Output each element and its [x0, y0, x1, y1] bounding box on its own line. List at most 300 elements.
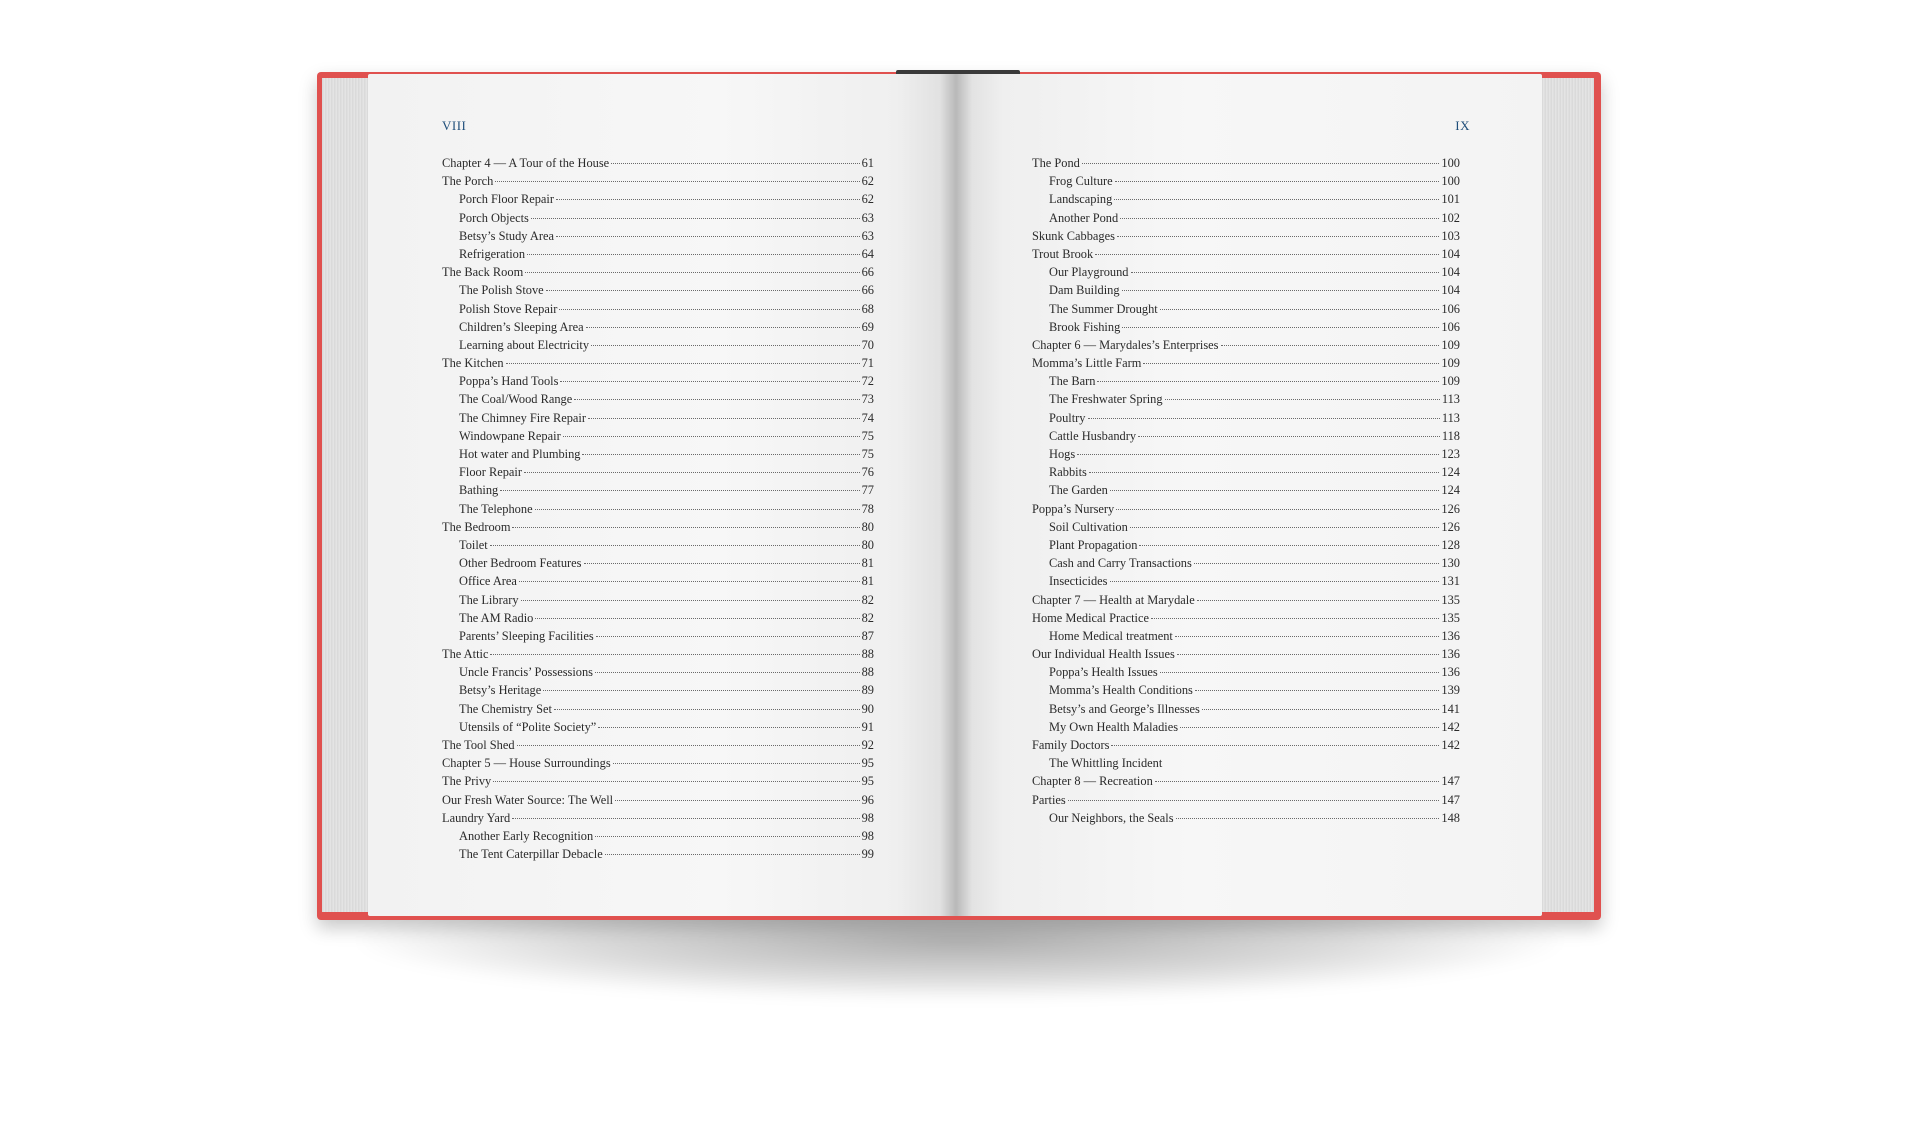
toc-dot-leader: [1082, 163, 1440, 164]
toc-dot-leader: [1115, 181, 1440, 182]
toc-entry-title: The Freshwater Spring: [1049, 392, 1163, 407]
toc-entry-page: 101: [1441, 192, 1460, 207]
toc-dot-leader: [556, 199, 860, 200]
toc-dot-leader: [1097, 381, 1439, 382]
toc-entry: [442, 263, 874, 281]
toc-entry-page: 147: [1441, 774, 1460, 789]
toc-entry-page: 82: [861, 592, 874, 607]
toc-entry-title: The Chemistry Set: [459, 701, 552, 716]
toc-entry-page: 89: [861, 683, 874, 698]
toc-dot-leader: [1068, 800, 1440, 801]
toc-dot-leader: [1116, 509, 1439, 510]
toc-entry-page: 82: [861, 610, 874, 625]
toc-dot-leader: [1176, 818, 1440, 819]
toc-entry-title: Home Medical treatment: [1049, 628, 1173, 643]
toc-dot-leader: [535, 509, 860, 510]
toc-entry: [1032, 627, 1460, 645]
toc-entry-title: Windowpane Repair: [459, 428, 561, 443]
toc-dot-leader: [1122, 290, 1440, 291]
toc-dot-leader: [563, 436, 860, 437]
toc-entry: [1032, 154, 1460, 172]
toc-entry-title: Momma’s Health Conditions: [1049, 683, 1193, 698]
toc-entry-title: The Coal/Wood Range: [459, 392, 573, 407]
toc-entry-page: 148: [1441, 810, 1460, 825]
toc-entry: [1032, 300, 1460, 318]
toc-dot-leader: [1175, 636, 1440, 637]
page-block-right: [1540, 78, 1594, 912]
toc-entry-title: Parties: [1032, 792, 1066, 807]
toc-dot-leader: [495, 181, 859, 182]
toc-entry: [1032, 427, 1460, 445]
toc-dot-leader: [1165, 399, 1440, 400]
toc-entry-page: 64: [861, 246, 874, 261]
toc-dot-leader: [1180, 727, 1439, 728]
toc-dot-leader: [517, 745, 860, 746]
toc-dot-leader: [1221, 345, 1440, 346]
toc-dot-leader: [1197, 600, 1440, 601]
toc-dot-leader: [535, 618, 859, 619]
toc-dot-leader: [1110, 490, 1440, 491]
toc-dot-leader: [1143, 363, 1439, 364]
toc-dot-leader: [1095, 254, 1439, 255]
toc-entry-title: Hot water and Plumbing: [459, 447, 581, 461]
toc-entry-title: Toilet: [459, 537, 488, 552]
toc-entry-page: 104: [1441, 265, 1460, 280]
toc-entry-page: 66: [861, 283, 874, 298]
toc-entry-page: 61: [861, 156, 874, 170]
toc-dot-leader: [1111, 745, 1439, 746]
toc-dot-leader: [559, 309, 859, 310]
toc-entry-title: My Own Health Maladies: [1049, 719, 1179, 734]
toc-entry-page: 73: [861, 392, 874, 407]
toc-entry-title: Porch Floor Repair: [459, 192, 554, 207]
toc-entry: [442, 427, 874, 445]
toc-entry: [442, 281, 874, 299]
toc-entry-page: 136: [1441, 665, 1460, 680]
toc-entry: [442, 809, 874, 827]
toc-entry-title: Poultry: [1049, 410, 1086, 425]
left-toc-list: [442, 154, 874, 863]
toc-entry-page: 62: [861, 192, 874, 207]
toc-entry-page: 131: [1441, 574, 1460, 589]
toc-entry-page: 63: [861, 210, 874, 225]
toc-dot-leader: [512, 527, 859, 528]
toc-entry: [442, 554, 874, 572]
toc-entry: [442, 336, 874, 354]
toc-entry-title: Insecticides: [1049, 574, 1108, 589]
toc-dot-leader: [591, 345, 860, 346]
toc-entry-page: 80: [861, 519, 874, 534]
right-toc-list: [1032, 154, 1460, 827]
toc-entry-title: The Tent Caterpillar Debacle: [459, 847, 603, 862]
toc-entry-title: Refrigeration: [459, 246, 526, 261]
toc-entry-title: Plant Propagation: [1049, 537, 1138, 552]
toc-entry: [442, 718, 874, 736]
toc-entry: [442, 318, 874, 336]
toc-entry-title: The Library: [459, 592, 519, 607]
toc-entry-title: Another Pond: [1049, 210, 1119, 225]
toc-entry-page: 102: [1441, 210, 1460, 225]
toc-chapter-heading: [1032, 772, 1460, 790]
toc-entry-title: Utensils of “Polite Society”: [459, 719, 597, 734]
toc-entry: [1032, 372, 1460, 390]
page-block-left: [322, 78, 370, 912]
toc-entry-page: 113: [1441, 410, 1460, 425]
toc-dot-leader: [500, 490, 859, 491]
toc-entry: [442, 591, 874, 609]
toc-entry: [1032, 791, 1460, 809]
toc-entry-page: 80: [861, 537, 874, 552]
toc-dot-leader: [588, 418, 860, 419]
toc-dot-leader: [574, 399, 859, 400]
toc-entry-page: 72: [861, 374, 874, 389]
toc-entry-page: 142: [1441, 719, 1460, 734]
toc-entry-page: 75: [861, 447, 874, 461]
toc-chapter-heading: [1032, 591, 1460, 609]
toc-entry: [442, 681, 874, 699]
toc-entry-title: Skunk Cabbages: [1032, 228, 1115, 243]
toc-dot-leader: [1194, 563, 1440, 564]
toc-entry-page: 136: [1441, 647, 1460, 662]
toc-entry-title: Parents’ Sleeping Facilities: [459, 628, 594, 643]
toc-entry-title: The Telephone: [459, 501, 533, 516]
toc-entry-page: 130: [1441, 556, 1460, 571]
toc-dot-leader: [1160, 672, 1440, 673]
toc-entry: [442, 409, 874, 427]
toc-dot-leader: [543, 690, 859, 691]
toc-entry-page: 124: [1441, 465, 1460, 480]
toc-entry-page: 98: [861, 810, 874, 825]
toc-dot-leader: [1195, 690, 1440, 691]
toc-entry-page: 63: [861, 228, 874, 243]
toc-entry: [442, 172, 874, 190]
toc-entry: [442, 300, 874, 318]
toc-entry-title: Hogs: [1049, 447, 1076, 461]
toc-entry: [1032, 681, 1460, 699]
toc-entry-title: The Whittling Incident: [1049, 756, 1163, 771]
toc-entry: [1032, 572, 1460, 590]
toc-entry-page: 92: [861, 738, 874, 752]
toc-entry-title: The Attic: [442, 647, 489, 662]
toc-dot-leader: [521, 600, 860, 601]
toc-dot-leader: [531, 218, 860, 219]
toc-entry: [1032, 663, 1460, 681]
toc-entry-page: 100: [1441, 156, 1460, 170]
toc-dot-leader: [595, 836, 859, 837]
toc-dot-leader: [1122, 327, 1439, 328]
toc-dot-leader: [1114, 199, 1439, 200]
toc-dot-leader: [1110, 581, 1440, 582]
toc-entry-page: 88: [861, 665, 874, 680]
toc-entry-title: Betsy’s Study Area: [459, 228, 554, 243]
toc-entry-page: 139: [1441, 683, 1460, 698]
toc-entry-title: Brook Fishing: [1049, 319, 1121, 334]
toc-dot-leader: [493, 781, 859, 782]
toc-entry-page: 76: [861, 465, 874, 480]
toc-entry: [1032, 354, 1460, 372]
toc-entry-title: Learning about Electricity: [459, 337, 590, 352]
toc-entry: [442, 572, 874, 590]
toc-entry: [1032, 481, 1460, 499]
toc-entry-page: 75: [861, 428, 874, 443]
toc-entry-page: 118: [1441, 428, 1460, 443]
toc-entry-page: 91: [861, 719, 874, 734]
toc-dot-leader: [1202, 709, 1440, 710]
toc-dot-leader: [598, 727, 859, 728]
toc-entry-page: 95: [861, 774, 874, 789]
toc-entry-page: 99: [861, 847, 874, 862]
toc-dot-leader: [615, 800, 860, 801]
toc-entry: [1032, 554, 1460, 572]
toc-entry-page: 126: [1441, 501, 1460, 516]
toc-entry: [1032, 318, 1460, 336]
toc-entry: [1032, 609, 1460, 627]
toc-entry-page: 66: [861, 265, 874, 280]
toc-entry-title: Polish Stove Repair: [459, 301, 558, 316]
toc-entry-page: 100: [1441, 174, 1460, 189]
toc-dot-leader: [1139, 545, 1439, 546]
toc-entry-title: Our Fresh Water Source: The Well: [442, 792, 614, 807]
toc-entry: [1032, 281, 1460, 299]
toc-entry: [442, 245, 874, 263]
toc-entry: [442, 845, 874, 863]
toc-dot-leader: [582, 454, 859, 455]
toc-entry-title: Betsy’s and George’s Illnesses: [1049, 701, 1200, 716]
toc-entry-title: The Tool Shed: [442, 738, 515, 752]
toc-entry-page: 71: [861, 356, 874, 371]
toc-dot-leader: [524, 472, 860, 473]
toc-entry: [1032, 518, 1460, 536]
toc-entry-page: 136: [1441, 628, 1460, 643]
toc-dot-leader: [1131, 272, 1440, 273]
toc-entry: [1032, 700, 1460, 718]
toc-entry-title: The Polish Stove: [459, 283, 544, 298]
toc-entry-title: Dam Building: [1049, 283, 1120, 298]
toc-entry-page: 128: [1441, 537, 1460, 552]
toc-entry: [1032, 172, 1460, 190]
toc-entry-page: 69: [861, 319, 874, 334]
toc-entry-title: Our Neighbors, the Seals: [1049, 810, 1174, 825]
toc-entry-title: The Garden: [1049, 483, 1108, 498]
toc-entry-page: 88: [861, 647, 874, 662]
toc-entry-title: Chapter 8 — Recreation: [1032, 774, 1153, 789]
toc-entry-title: Other Bedroom Features: [459, 556, 582, 571]
toc-dot-leader: [584, 563, 860, 564]
toc-entry-page: 77: [861, 483, 874, 498]
toc-entry-title: The Back Room: [442, 265, 524, 280]
book-gutter: [940, 74, 972, 916]
toc-dot-leader: [525, 272, 859, 273]
toc-dot-leader: [586, 327, 860, 328]
toc-entry: [1032, 445, 1460, 463]
toc-entry: [442, 663, 874, 681]
toc-entry-page: 142: [1441, 738, 1460, 752]
toc-entry-page: 106: [1441, 301, 1460, 316]
toc-entry: [442, 827, 874, 845]
toc-entry-title: Poppa’s Nursery: [1032, 501, 1115, 516]
toc-entry-title: Betsy’s Heritage: [459, 683, 542, 698]
toc-entry-page: 147: [1441, 792, 1460, 807]
toc-entry-title: Our Playground: [1049, 265, 1129, 280]
toc-entry-page: 109: [1441, 337, 1460, 352]
toc-entry-title: The Bedroom: [442, 519, 511, 534]
toc-entry: [442, 227, 874, 245]
toc-entry: [442, 609, 874, 627]
toc-entry: [1032, 409, 1460, 427]
toc-entry-page: 74: [861, 410, 874, 425]
toc-dot-leader: [554, 709, 860, 710]
toc-dot-leader: [527, 254, 860, 255]
toc-entry: [1032, 736, 1460, 754]
toc-dot-leader: [1120, 218, 1439, 219]
toc-dot-leader: [506, 363, 860, 364]
toc-entry-title: Momma’s Little Farm: [1032, 356, 1142, 371]
toc-dot-leader: [1138, 436, 1440, 437]
toc-dot-leader: [490, 545, 860, 546]
toc-entry-title: Soil Cultivation: [1049, 519, 1128, 534]
toc-entry: [442, 791, 874, 809]
toc-entry-title: The Summer Drought: [1049, 301, 1158, 316]
toc-entry-title: Poppa’s Health Issues: [1049, 665, 1158, 680]
toc-entry: [442, 481, 874, 499]
toc-entry-page: 126: [1441, 519, 1460, 534]
toc-dot-leader: [546, 290, 860, 291]
toc-entry-page: 104: [1441, 246, 1460, 261]
toc-entry: [442, 354, 874, 372]
toc-entry-title: Bathing: [459, 483, 499, 498]
toc-dot-leader: [1155, 781, 1440, 782]
toc-entry-page: 78: [861, 501, 874, 516]
right-page-number: IX: [1455, 118, 1470, 133]
toc-dot-leader: [596, 636, 860, 637]
toc-entry-page: 113: [1441, 392, 1460, 407]
toc-entry: [442, 445, 874, 463]
toc-dot-leader: [605, 854, 860, 855]
toc-entry: [1032, 227, 1460, 245]
toc-entry: [442, 627, 874, 645]
toc-entry-title: Our Individual Health Issues: [1032, 647, 1175, 662]
toc-dot-leader: [556, 236, 860, 237]
toc-dot-leader: [1089, 472, 1440, 473]
toc-entry: [1032, 645, 1460, 663]
toc-entry: [442, 190, 874, 208]
toc-entry: [1032, 209, 1460, 227]
toc-entry: [1032, 536, 1460, 554]
toc-entry-title: Chapter 6 — Marydales’s Enterprises: [1032, 337, 1219, 352]
toc-dot-leader: [1088, 418, 1440, 419]
toc-entry: [1032, 754, 1460, 772]
toc-entry: [442, 772, 874, 790]
toc-dot-leader: [611, 163, 859, 164]
toc-dot-leader: [1160, 309, 1440, 310]
toc-dot-leader: [512, 818, 859, 819]
toc-entry-page: 123: [1441, 447, 1460, 461]
toc-entry-title: Chapter 7 — Health at Marydale: [1032, 592, 1195, 607]
toc-entry-page: 81: [861, 556, 874, 571]
toc-entry-page: 135: [1441, 610, 1460, 625]
toc-entry-title: The Porch: [442, 174, 494, 189]
toc-entry: [442, 390, 874, 408]
toc-entry: [442, 500, 874, 518]
toc-entry: [1032, 718, 1460, 736]
toc-entry-page: 62: [861, 174, 874, 189]
toc-entry-title: Chapter 5 — House Surroundings: [442, 756, 611, 771]
toc-entry-page: 70: [861, 337, 874, 352]
toc-entry-title: Porch Objects: [459, 210, 529, 225]
toc-entry: [442, 736, 874, 754]
toc-entry-title: Office Area: [459, 574, 517, 589]
toc-entry-page: 98: [861, 828, 874, 843]
toc-entry-page: 135: [1441, 592, 1460, 607]
toc-entry-page: 109: [1441, 374, 1460, 389]
toc-dot-leader: [519, 581, 860, 582]
toc-entry-title: Landscaping: [1049, 192, 1113, 207]
toc-entry: [1032, 809, 1460, 827]
toc-entry-title: Another Early Recognition: [459, 828, 594, 843]
toc-entry-title: Frog Culture: [1049, 174, 1113, 189]
toc-entry-title: The Privy: [442, 774, 492, 789]
toc-chapter-heading: [442, 754, 874, 772]
toc-dot-leader: [560, 381, 859, 382]
toc-entry-page: 109: [1441, 356, 1460, 371]
toc-entry: [442, 536, 874, 554]
toc-dot-leader: [1077, 454, 1439, 455]
toc-entry: [442, 700, 874, 718]
toc-entry: [442, 209, 874, 227]
toc-entry: [442, 645, 874, 663]
toc-entry-page: 103: [1441, 228, 1460, 243]
toc-dot-leader: [1130, 527, 1440, 528]
toc-entry-page: 124: [1441, 483, 1460, 498]
toc-chapter-heading: [442, 154, 874, 172]
toc-entry: [442, 518, 874, 536]
toc-entry-title: Rabbits: [1049, 465, 1087, 480]
toc-entry-title: Floor Repair: [459, 465, 522, 480]
toc-dot-leader: [1177, 654, 1440, 655]
toc-dot-leader: [1117, 236, 1439, 237]
left-page: [368, 74, 956, 916]
left-page-number: VIII: [442, 118, 467, 133]
toc-entry-page: 81: [861, 574, 874, 589]
toc-entry-title: Family Doctors: [1032, 738, 1110, 752]
toc-entry-title: The Kitchen: [442, 356, 504, 371]
toc-entry: [1032, 263, 1460, 281]
toc-entry-page: 106: [1441, 319, 1460, 334]
toc-entry: [1032, 390, 1460, 408]
toc-entry-page: 96: [861, 792, 874, 807]
toc-entry-page: 90: [861, 701, 874, 716]
toc-dot-leader: [490, 654, 859, 655]
toc-dot-leader: [595, 672, 860, 673]
toc-chapter-heading: [1032, 336, 1460, 354]
toc-entry-title: Cash and Carry Transactions: [1049, 556, 1192, 571]
toc-dot-leader: [1151, 618, 1439, 619]
toc-entry-page: 87: [861, 628, 874, 643]
toc-entry-title: The Pond: [1032, 156, 1080, 170]
toc-entry-title: Uncle Francis’ Possessions: [459, 665, 593, 680]
toc-entry-title: Trout Brook: [1032, 246, 1094, 261]
toc-entry: [1032, 190, 1460, 208]
toc-entry-page: 68: [861, 301, 874, 316]
toc-entry-title: Laundry Yard: [442, 810, 511, 825]
toc-entry-title: Home Medical Practice: [1032, 610, 1149, 625]
toc-entry-title: Chapter 4 — A Tour of the House: [442, 156, 610, 170]
toc-entry-title: Cattle Husbandry: [1049, 428, 1137, 443]
toc-entry: [442, 372, 874, 390]
toc-entry: [442, 463, 874, 481]
toc-entry-title: The Barn: [1049, 374, 1096, 389]
toc-entry-title: Children’s Sleeping Area: [459, 319, 584, 334]
